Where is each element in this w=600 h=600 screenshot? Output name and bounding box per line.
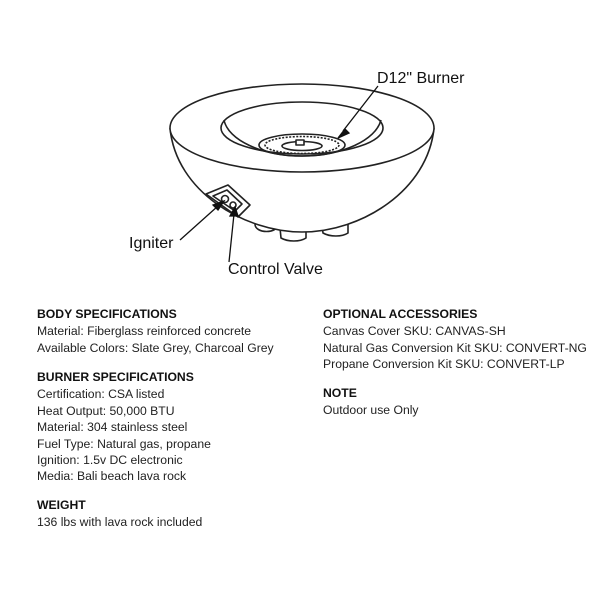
section-heading: OPTIONAL ACCESSORIES bbox=[323, 307, 478, 321]
note-section bbox=[323, 385, 419, 419]
spec-line: Propane Conversion Kit SKU: CONVERT-LP bbox=[323, 357, 565, 372]
section-heading: BODY SPECIFICATIONS bbox=[37, 307, 177, 321]
section-heading: WEIGHT bbox=[37, 498, 86, 512]
control-valve-callout: Control Valve bbox=[228, 261, 323, 278]
spec-line: Outdoor use Only bbox=[323, 403, 419, 418]
bowl-rim bbox=[170, 84, 434, 172]
spec-line: Certification: CSA listed bbox=[37, 387, 165, 402]
igniter-leader-line bbox=[180, 206, 218, 240]
spec-line: 136 lbs with lava rock included bbox=[37, 515, 203, 530]
spec-line: Available Colors: Slate Grey, Charcoal Grey bbox=[37, 340, 274, 355]
spec-line: Material: 304 stainless steel bbox=[37, 420, 188, 435]
burner-specifications-section bbox=[37, 369, 211, 485]
section-heading: BURNER SPECIFICATIONS bbox=[37, 370, 194, 384]
valve-leader-line bbox=[229, 214, 234, 262]
body-specifications-section bbox=[37, 306, 274, 356]
fire-bowl-drawing bbox=[0, 0, 600, 290]
weight-section bbox=[37, 497, 202, 531]
burner-center-block bbox=[296, 140, 304, 145]
spec-line: Ignition: 1.5v DC electronic bbox=[37, 453, 183, 468]
spec-line: Media: Bali beach lava rock bbox=[37, 469, 187, 484]
spec-line: Canvas Cover SKU: CANVAS-SH bbox=[323, 324, 506, 339]
section-heading: NOTE bbox=[323, 386, 357, 400]
optional-accessories-section bbox=[323, 306, 587, 373]
spec-line: Natural Gas Conversion Kit SKU: CONVERT-NG bbox=[323, 340, 587, 355]
igniter-callout: Igniter bbox=[129, 235, 174, 252]
spec-line: Heat Output: 50,000 BTU bbox=[37, 403, 175, 418]
burner-callout: D12" Burner bbox=[377, 70, 465, 87]
spec-line: Material: Fiberglass reinforced concrete bbox=[37, 324, 252, 339]
spec-line: Fuel Type: Natural gas, propane bbox=[37, 436, 211, 451]
